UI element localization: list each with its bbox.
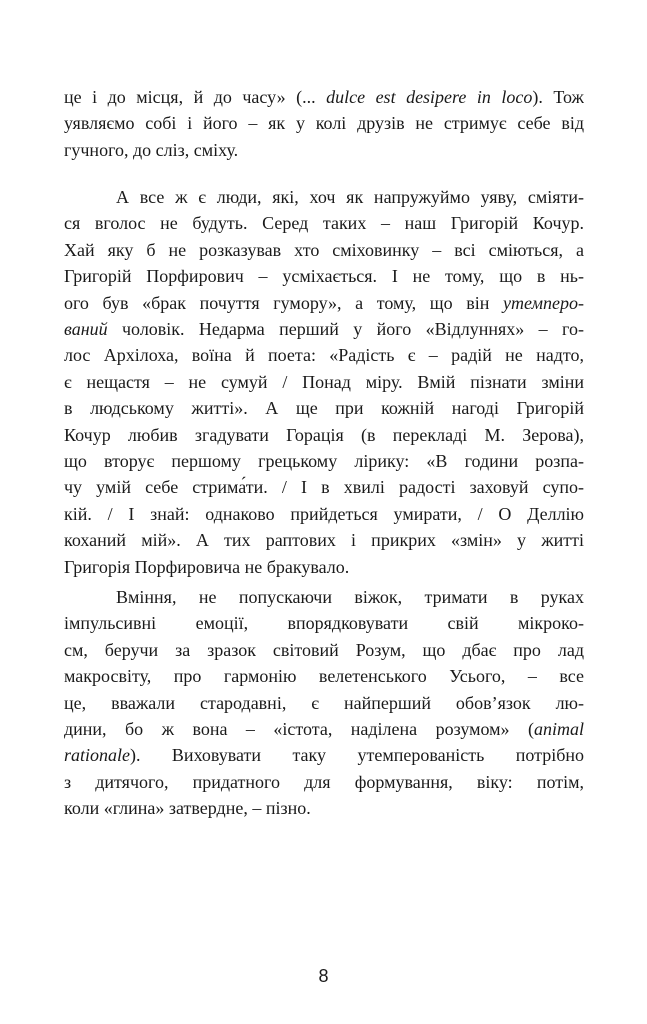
- text-line: [64, 448, 584, 474]
- text-segment: ). Тож: [532, 87, 584, 107]
- text-segment: коханий мій». А тих раптових і прикрих «змін» у житті: [64, 530, 584, 551]
- text-segment: Григорій Порфирович – усміхається. І не тому, що в нь-: [64, 266, 584, 287]
- text-segment: чоловік. Недарма перший у його «Відлуннях» – го-: [107, 319, 584, 339]
- text-segment: Вміння, не попускаючи віжок, тримати в руках: [116, 587, 584, 607]
- text-line: [64, 316, 584, 342]
- text-segment: А все ж є люди, які, хоч як напружуймо уяву, сміяти-: [116, 187, 584, 207]
- text-segment: ого був «брак почуття гумору», а тому, що він: [64, 292, 503, 313]
- text-segment: animal: [533, 719, 584, 739]
- text-line: [64, 663, 584, 689]
- text-line: [64, 210, 584, 236]
- text-line: [64, 716, 584, 742]
- text-segment: см, беручи за зразок світовий Розум, що дбає про лад: [64, 639, 584, 660]
- text-segment: утемперо-: [503, 292, 584, 313]
- text-segment: в людському житті». А ще при кожній нагоді Григорій: [64, 398, 584, 419]
- text-segment: Кочур любив згадувати Горація (в перекладі М. Зерова),: [64, 424, 584, 445]
- text-segment: гучного, до сліз, сміху.: [64, 139, 239, 160]
- text-line: [64, 84, 584, 110]
- text-segment: дини, бо ж вона – «істота, наділена розумом» (: [64, 719, 534, 739]
- text-segment: ваний: [64, 319, 108, 339]
- text-line: [64, 290, 584, 316]
- text-segment: Хай яку б не розказував хто смiховинку – всі сміються, а: [64, 239, 584, 260]
- text-segment: це, вважали стародавні, є найперший обов’язок лю-: [64, 692, 584, 713]
- page-number: 8: [318, 966, 329, 986]
- text-line: [64, 501, 584, 527]
- text-line: [64, 137, 584, 163]
- text-line: [64, 263, 584, 289]
- text-line: [64, 769, 584, 795]
- text-segment: Григорія Порфировича не бракувало.: [64, 556, 350, 577]
- text-segment: ся вголос не будуть. Серед таких – наш Григорій Кочур.: [64, 213, 584, 234]
- text-line: [64, 690, 584, 716]
- text-segment: лос Архілоха, воїна й поета: «Радість є – радій не надто,: [64, 345, 584, 366]
- text-line: [64, 554, 584, 580]
- text-segment: rationale: [64, 745, 130, 766]
- text-segment: макросвіту, про гармонію велетенського Усього, – все: [64, 666, 584, 687]
- text-line: [64, 184, 584, 210]
- text-line: [64, 395, 584, 421]
- text-segment: чу умій себе стрима́ти. / І в хвилі радості заховуй супо-: [64, 477, 584, 498]
- text-segment: є нещастя – не сумуй / Понад міру. Вмій пізнати зміни: [64, 371, 584, 392]
- text-segment: імпульсивні емоції, впорядковувати свій мікроко-: [64, 613, 584, 634]
- text-segment: уявляємо собі і його – як у колі друзів не стримує себе від: [64, 113, 584, 134]
- text-line: [64, 610, 584, 636]
- text-line: [64, 795, 584, 821]
- text-line: [64, 237, 584, 263]
- text-segment: кій. / І знай: однаково прийдеться умирати, / О Деллію: [64, 503, 584, 524]
- text-segment: dulce est desipere in loco: [326, 87, 533, 107]
- text-line: [64, 474, 584, 500]
- text-line: [64, 342, 584, 368]
- text-segment: це і до місця, й до часу» (...: [64, 87, 327, 107]
- text-line: [64, 422, 584, 448]
- text-segment: що вторує першому грецькому лірику: «В години розпа-: [64, 451, 584, 471]
- text-segment: ). Виховувати таку утемперованість потрібно: [130, 745, 584, 766]
- text-segment: коли «глина» затвердне, – пізно.: [64, 798, 311, 819]
- text-segment: з дитячого, придатного для формування, віку: потім,: [64, 771, 584, 792]
- text-line: [64, 637, 584, 663]
- text-line: [64, 110, 584, 136]
- text-line: [64, 527, 584, 553]
- text-line: [64, 584, 584, 610]
- text-line: [64, 369, 584, 395]
- text-line: [64, 742, 584, 768]
